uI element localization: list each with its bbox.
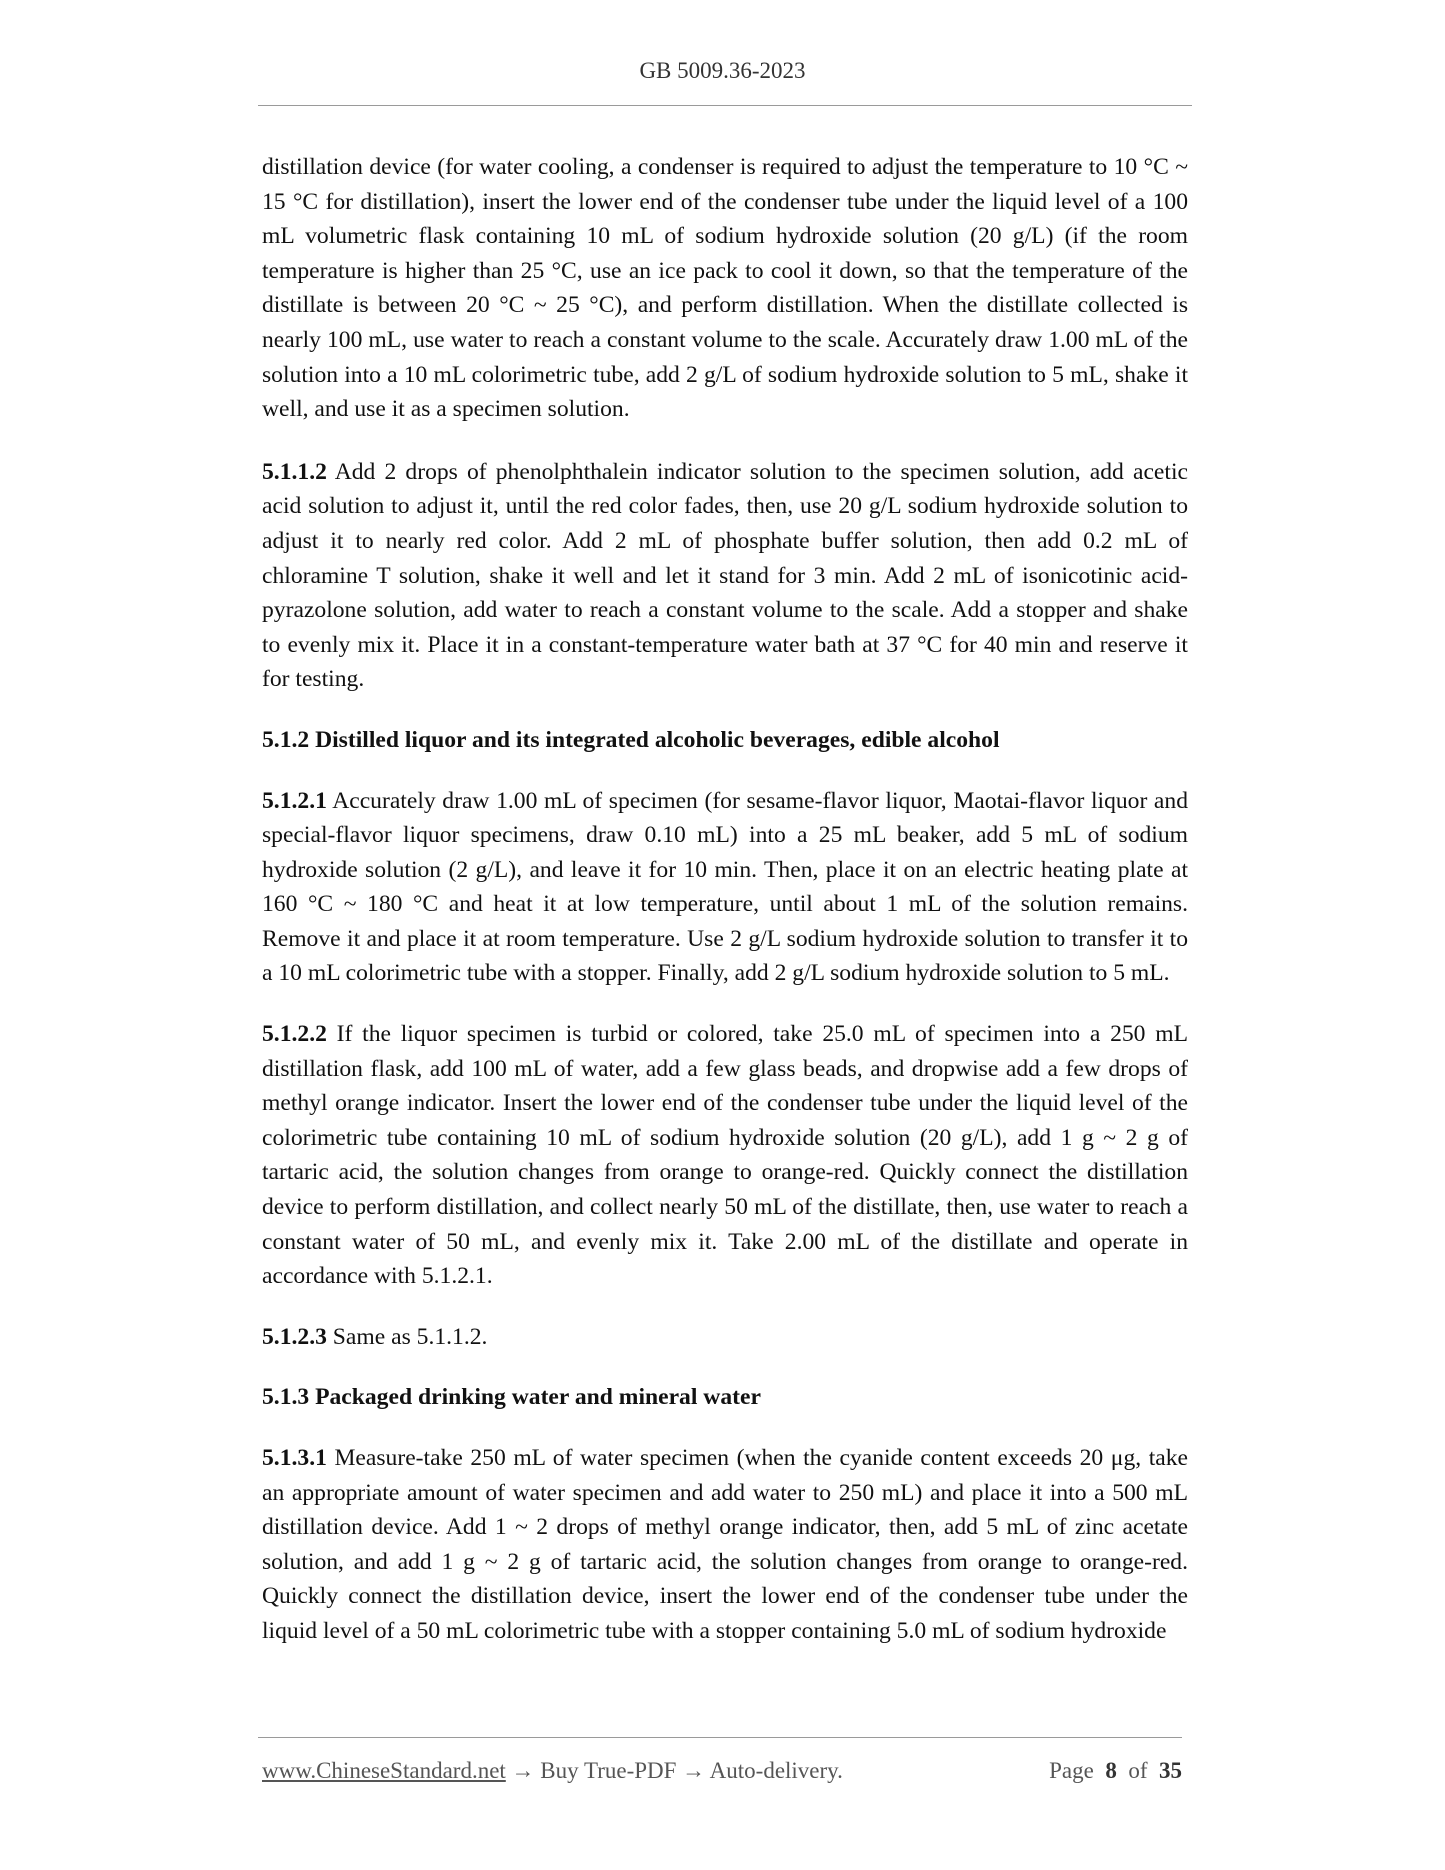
- clause-5-1-2-1: [262, 784, 1188, 992]
- page-indicator: [1049, 1758, 1182, 1784]
- clause-text: Measure-take 250 mL of water specimen (when the cyanide content exceeds 20 μg, take an appropriate amount of water specimen and add water to 250 mL) and place it into a 500 mL distillation device. Add 1 ~ 2 drops of methyl orange indicator, then, add 5 mL of zinc acetate solution, and add 1 g ~ 2 g of tartaric acid, the solution changes from orange to orange-red. Quickly connect the distillation device, insert the lower end of the condenser tube under the liquid level of a 50 mL colorimetric tube with a stopper containing 5.0 mL of sodium hydroxide: [262, 1445, 1188, 1644]
- clause-5-1-1-2: [262, 455, 1188, 697]
- header-divider: [258, 105, 1192, 106]
- footer-divider: [258, 1737, 1182, 1738]
- of-label: of: [1128, 1758, 1148, 1783]
- clause-text: Add 2 drops of phenolphthalein indicator solution to the specimen solution, add acetic acid solution to adjust it, until the red color fades, then, use 20 g/L sodium hydroxide solution to adjust it to nearly red color. Add 2 mL of phosphate buffer solution, then add 0.2 mL of chloramine T solution, shake it well and let it stand for 3 min. Add 2 mL of isonicotinic acid-pyrazolone solution, add water to reach a constant volume to the scale. Add a stopper and shake to evenly mix it. Place it in a constant-temperature water bath at 37 °C for 40 min and reserve it for testing.: [262, 458, 1188, 693]
- current-page-number: 8: [1105, 1758, 1117, 1783]
- section-heading-5-1-2: 5.1.2 Distilled liquor and its integrated alcoholic beverages, edible alcohol: [262, 726, 1000, 753]
- clause-number: 5.1.2.1: [262, 787, 327, 814]
- page-label: Page: [1049, 1758, 1094, 1783]
- clause-number: 5.1.1.2: [262, 458, 327, 485]
- footer-tagline: → Buy True-PDF → Auto-delivery.: [505, 1758, 843, 1783]
- clause-text: If the liquor specimen is turbid or colored, take 25.0 mL of specimen into a 250 mL distillation flask, add 100 mL of water, add a few glass beads, and dropwise add a few drops of methyl orange indicator. Insert the lower end of the condenser tube under the liquid level of the colorimetric tube containing 10 mL of sodium hydroxide solution (20 g/L), add 1 g ~ 2 g of tartaric acid, the solution changes from orange to orange-red. Quickly connect the distillation device to perform distillation, and collect nearly 50 mL of the distillate, then, use water to reach a constant water of 50 mL, and evenly mix it. Take 2.00 mL of the distillate and operate in accordance with 5.1.2.1.: [262, 1021, 1188, 1290]
- clause-number: 5.1.2.3: [262, 1323, 327, 1350]
- section-heading-5-1-3: 5.1.3 Packaged drinking water and mineral water: [262, 1384, 761, 1411]
- footer-promo: [262, 1758, 843, 1784]
- website-link[interactable]: www.ChineseStandard.net: [262, 1758, 506, 1783]
- clause-text: Same as 5.1.1.2.: [326, 1323, 488, 1350]
- page-header: GB 5009.36-2023: [639, 58, 806, 83]
- paragraph-intro: distillation device (for water cooling, a condenser is required to adjust the temperature to 10 °C ~ 15 °C for distillation), insert the lower end of the condenser tube under the liquid level of a 100 mL volumetric flask containing 10 mL of sodium hydroxide solution (20 g/L) (if the room temperature is higher than 25 °C, use an ice pack to cool it down, so that the temperature of the distillate is between 20 °C ~ 25 °C), and perform distillation. When the distillate collected is nearly 100 mL, use water to reach a constant volume to the scale. Accurately draw 1.00 mL of the solution into a 10 mL colorimetric tube, add 2 g/L of sodium hydroxide solution to 5 mL, shake it well, and use it as a specimen solution.: [262, 154, 1188, 423]
- total-pages: 35: [1159, 1758, 1182, 1783]
- clause-number: 5.1.2.2: [262, 1021, 327, 1048]
- clause-5-1-2-2: [262, 1017, 1188, 1294]
- document-body: [262, 150, 1188, 1675]
- clause-5-1-3-1: [262, 1441, 1188, 1649]
- clause-text: Accurately draw 1.00 mL of specimen (for sesame-flavor liquor, Maotai-flavor liquor and special-flavor liquor specimens, draw 0.10 mL) into a 25 mL beaker, add 5 mL of sodium hydroxide solution (2 g/L), and leave it for 10 min. Then, place it on an electric heating plate at 160 °C ~ 180 °C and heat it at low temperature, until about 1 mL of the solution remains. Remove it and place it at room temperature. Use 2 g/L sodium hydroxide solution to transfer it to a 10 mL colorimetric tube with a stopper. Finally, add 2 g/L sodium hydroxide solution to 5 mL.: [262, 787, 1188, 987]
- clause-5-1-2-3: [262, 1320, 1188, 1355]
- clause-number: 5.1.3.1: [262, 1445, 327, 1471]
